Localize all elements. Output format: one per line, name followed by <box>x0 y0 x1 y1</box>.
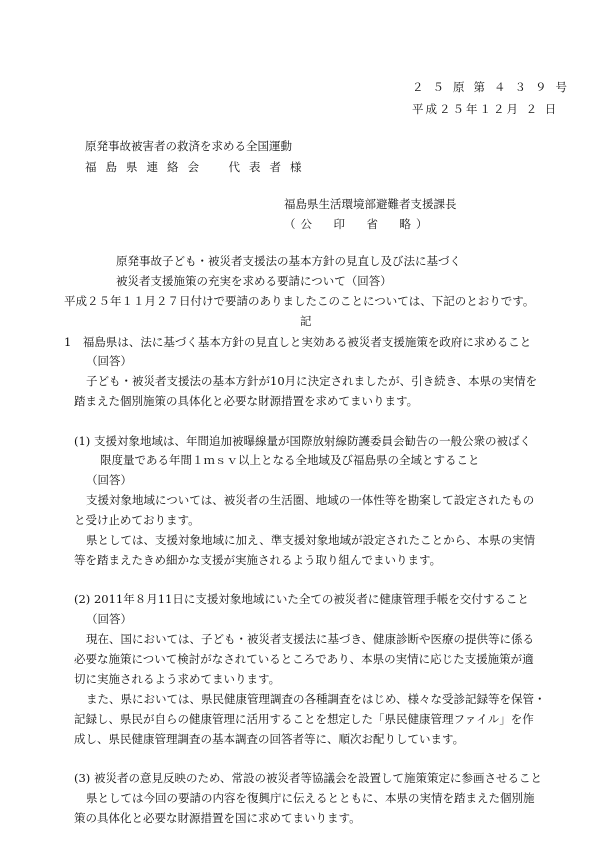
seal-omitted-note: （公 印 省 略） <box>284 217 433 231</box>
sub-item-2-paragraph-1: 現在、国においては、子ども・被災者支援法に基づき、健康診断や医療の提供等に係る <box>86 632 535 646</box>
recipient-name: 福島県連絡会 代表者様 <box>85 160 311 174</box>
sub-item-2-answer-label: （回答） <box>86 612 132 626</box>
sub-item-3-paragraph-cont: 策の具体化と必要な財源措置を国に求めてまいります。 <box>74 811 361 825</box>
subject-line-2: 被災者支援施策の充実を求める要請について（回答） <box>116 274 392 288</box>
sub-item-1-paragraph-1: 支援対象地域については、被災者の生活圏、地域の一体性等を勘案して設定されたもの <box>86 493 535 507</box>
sub-item-2-heading: (2) 2011年８月11日に支援対象地域にいた全ての被災者に健康管理手帳を交付すること <box>74 592 529 606</box>
sub-item-2-paragraph-2: また、県においては、県民健康管理調査の各種調査をはじめ、様々な受診記録等を保管・ <box>86 692 546 706</box>
sub-item-1-paragraph-2: 県としては、支援対象地域に加え、準支援対象地域が設定されたことから、本県の実情 <box>86 533 536 547</box>
sub-item-1-heading-cont: 限度量である年間１ｍｓｖ以上となる全地域及び福島県の全域とすること <box>100 453 480 467</box>
sub-item-1-answer-label: （回答） <box>86 473 132 487</box>
item-1-body: 子ども・被災者支援法の基本方針が10月に決定されましたが、引き続き、本県の実情を <box>86 374 538 388</box>
sub-item-1-paragraph-1-cont: と受け止めております。 <box>74 513 200 527</box>
document-date: 平成２５年１２月 ２ 日 <box>412 102 559 116</box>
recipient-organization: 原発事故被害者の救済を求める全国運動 <box>85 139 292 153</box>
item-1-answer-label: （回答） <box>86 354 132 368</box>
item-1-heading: 1 福島県は、法に基づく基本方針の見直しと実効ある被災者支援施策を政府に求めること <box>64 335 532 349</box>
document-number: ２５原第４３９号 <box>412 80 576 94</box>
sender-title: 福島県生活環境部避難者支援課長 <box>284 197 457 211</box>
sub-item-3-paragraph: 県としては今回の要請の内容を復興庁に伝えるとともに、本県の実情を踏まえた個別施 <box>86 791 535 805</box>
item-1-body-cont: 踏まえた個別施策の具体化と必要な財源措置を求めてまいります。 <box>74 394 419 408</box>
sub-item-2-paragraph-2-line-3: 成し、県民健康管理調査の基本調査の回答者等に、順次お配りしています。 <box>74 732 465 746</box>
sub-item-1-heading: (1) 支援対象地域は、年間追加被曝線量が国際放射線防護委員会勧告の一般公衆の被ばく <box>74 434 531 448</box>
sub-item-3-heading: (3) 被災者の意見反映のため、常設の被災者等協議会を設置して施策策定に参画させること <box>74 771 542 785</box>
sub-item-2-paragraph-1-line-3: 切に実施されるよう求めてまいります。 <box>74 672 281 686</box>
ki-heading: 記 <box>300 314 312 328</box>
sub-item-1-paragraph-2-cont: 等を踏まえたきめ細かな支援が実施されるよう取り組んでまいります。 <box>74 553 442 567</box>
sub-item-2-paragraph-1-line-2: 必要な施策について検討がなされているところであり、本県の実情に応じた支援施策が適 <box>74 652 534 666</box>
intro-paragraph: 平成２５年１１月２７日付けで要請のありましたこのことについては、下記のとおりです。 <box>64 294 535 308</box>
subject-line-1: 原発事故子ども・被災者支援法の基本方針の見直し及び法に基づく <box>116 254 461 268</box>
sub-item-2-paragraph-2-line-2: 記録し、県民が自らの健康管理に活用することを想定した「県民健康管理ファイル」を作 <box>74 712 534 726</box>
